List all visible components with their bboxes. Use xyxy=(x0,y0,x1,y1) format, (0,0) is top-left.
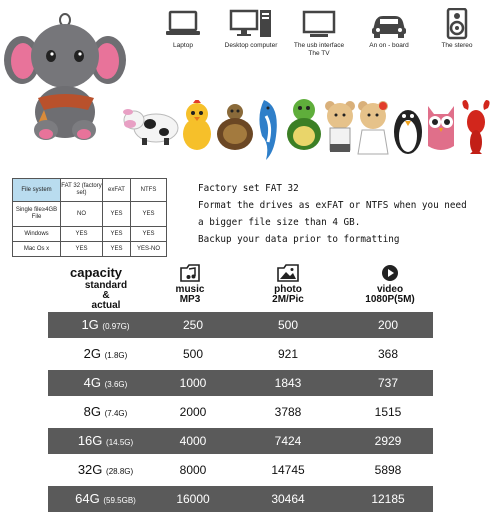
music-header-line: MP3 xyxy=(179,294,201,305)
table-cell: YES xyxy=(61,227,103,242)
table-header-row xyxy=(13,179,167,202)
actual-capacity: (28.8G) xyxy=(106,467,134,476)
standard-capacity: 16G xyxy=(77,433,103,448)
bear-figure-icon xyxy=(324,100,356,156)
music-count: 8000 xyxy=(179,463,207,477)
table-cell: YES xyxy=(103,202,131,227)
table-cell: YES xyxy=(103,227,131,242)
table-row xyxy=(48,341,433,367)
capacity-cell xyxy=(48,341,163,367)
cow-figure-icon xyxy=(122,106,180,146)
actual-capacity: (1.8G) xyxy=(104,351,128,360)
laptop-icon xyxy=(165,8,201,40)
capacity-cell xyxy=(48,399,163,425)
video-count: 2929 xyxy=(374,434,402,448)
file-system-table xyxy=(12,178,167,257)
table-header-cell: File system xyxy=(13,179,61,202)
video-count: 737 xyxy=(377,376,399,390)
table-row xyxy=(48,428,433,454)
table-cell: Windows xyxy=(13,227,61,242)
table-cell: YES xyxy=(131,202,167,227)
bear-bride-figure-icon xyxy=(356,100,390,156)
video-count: 5898 xyxy=(374,463,402,477)
animal-drive-figures xyxy=(118,96,498,162)
device-label: Desktop computer xyxy=(224,42,278,49)
device-stereo xyxy=(422,8,492,50)
table-row xyxy=(48,312,433,338)
capacity-cell xyxy=(48,486,163,512)
table-header-cell: FAT 32 (factory set) xyxy=(61,179,103,202)
standard-capacity: 8G xyxy=(83,404,102,419)
music-count: 4000 xyxy=(179,434,207,448)
standard-capacity: 1G xyxy=(81,317,99,332)
music-count: 16000 xyxy=(176,492,210,506)
standard-capacity: 4G xyxy=(83,375,102,390)
turtle-figure-icon xyxy=(214,102,256,152)
table-header-cell: NTFS xyxy=(131,179,167,202)
capacity-cell xyxy=(48,428,163,454)
note-line: Format the drives as exFAT or NTFS when you need xyxy=(198,200,467,211)
photo-header-line: 2M/Pic xyxy=(272,294,304,305)
photo-count: 1843 xyxy=(274,376,302,390)
capacity-subtitle xyxy=(76,281,136,311)
music-count: 250 xyxy=(182,318,204,332)
table-cell: YES xyxy=(61,242,103,257)
capacity-cell xyxy=(48,312,163,338)
photo-count: 921 xyxy=(277,347,299,361)
device-car xyxy=(354,8,424,50)
table-cell: NO xyxy=(61,202,103,227)
capacity-title: capacity xyxy=(70,265,123,280)
penguin-figure-icon xyxy=(392,98,424,156)
table-cell: Mac Os x xyxy=(13,242,61,257)
capacity-table xyxy=(48,312,433,512)
music-icon xyxy=(180,264,200,282)
table-row xyxy=(48,457,433,483)
standard-capacity: 64G xyxy=(75,491,100,506)
photo-column-header xyxy=(253,264,323,305)
video-header-line: video xyxy=(376,284,404,295)
table-row xyxy=(48,370,433,396)
photo-header-line: photo xyxy=(274,284,302,295)
table-row xyxy=(13,242,167,257)
device-label: The usb interface The TV xyxy=(293,42,345,57)
capacity-subtitle-line: standard xyxy=(84,280,128,291)
capacity-cell xyxy=(48,370,163,396)
device-label: An on - board xyxy=(369,42,409,49)
music-count: 1000 xyxy=(179,376,207,390)
music-header-line: music xyxy=(175,284,205,295)
table-cell: YES-NO xyxy=(131,242,167,257)
actual-capacity: (59.5GB) xyxy=(103,496,136,505)
photo-count: 3788 xyxy=(274,405,302,419)
video-header-line: 1080P(5M) xyxy=(365,294,415,305)
photo-icon xyxy=(277,264,299,282)
tv-icon xyxy=(301,8,337,40)
video-count: 12185 xyxy=(371,492,405,506)
video-count: 368 xyxy=(377,347,399,361)
actual-capacity: (3.6G) xyxy=(104,380,128,389)
device-label: Laptop xyxy=(173,42,193,49)
note-line: a bigger file size than 4 GB. xyxy=(198,217,361,228)
device-label: The stereo xyxy=(441,42,473,49)
actual-capacity: (0.97G) xyxy=(102,322,130,331)
standard-capacity: 32G xyxy=(77,462,103,477)
actual-capacity: (7.4G) xyxy=(104,409,128,418)
video-count: 1515 xyxy=(374,405,402,419)
dolphin-figure-icon xyxy=(254,96,284,162)
photo-count: 30464 xyxy=(271,492,305,506)
table-row xyxy=(13,227,167,242)
table-row xyxy=(48,486,433,512)
car-icon xyxy=(369,8,409,40)
actual-capacity: (14.5G) xyxy=(106,438,134,447)
table-cell: Single file≥4GB File xyxy=(13,202,61,227)
standard-capacity: 2G xyxy=(83,346,102,361)
video-column-header xyxy=(350,264,430,305)
photo-count: 500 xyxy=(277,318,299,332)
device-desktop xyxy=(216,8,286,50)
compatible-devices xyxy=(148,8,496,78)
music-column-header xyxy=(165,264,215,305)
photo-count: 14745 xyxy=(271,463,305,477)
green-turtle-figure-icon xyxy=(284,98,324,152)
capacity-subtitle-line: & xyxy=(102,290,110,301)
play-icon xyxy=(380,264,400,282)
photo-count: 7424 xyxy=(274,434,302,448)
table-header-cell: exFAT xyxy=(103,179,131,202)
note-line: Factory set FAT 32 xyxy=(198,183,299,194)
chick-figure-icon xyxy=(180,100,214,152)
table-cell: YES xyxy=(131,227,167,242)
capacity-cell xyxy=(48,457,163,483)
device-tv xyxy=(284,8,354,58)
music-count: 500 xyxy=(182,347,204,361)
speaker-icon xyxy=(445,8,469,40)
music-count: 2000 xyxy=(179,405,207,419)
lobster-figure-icon xyxy=(458,98,494,158)
note-line: Backup your data prior to formatting xyxy=(198,234,400,245)
device-laptop xyxy=(148,8,218,50)
owl-figure-icon xyxy=(424,102,458,152)
elephant-usb-drive-image xyxy=(4,10,126,142)
table-row xyxy=(13,202,167,227)
table-row xyxy=(48,399,433,425)
table-cell: YES xyxy=(103,242,131,257)
capacity-subtitle-line: actual xyxy=(91,300,121,311)
desktop-computer-icon xyxy=(229,8,273,40)
formatting-notes xyxy=(198,180,498,248)
video-count: 200 xyxy=(377,318,399,332)
